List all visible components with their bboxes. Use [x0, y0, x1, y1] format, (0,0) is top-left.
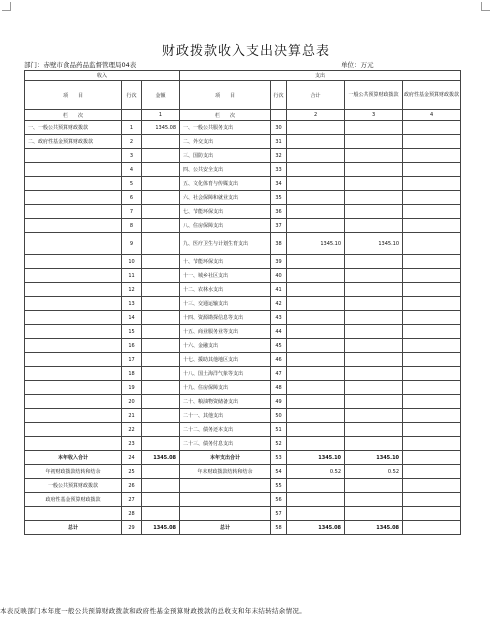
expense-item-cell: 七、节能环保支出 — [180, 205, 271, 219]
expense-fund-cell — [403, 297, 461, 311]
income-item-cell — [25, 205, 122, 219]
column-index — [271, 110, 287, 121]
expense-item-cell: 年末财政拨款结转和结余 — [180, 465, 271, 479]
expense-total-cell — [287, 423, 345, 437]
expense-general-cell — [345, 423, 403, 437]
expense-general-cell: 1345.10 — [345, 451, 403, 465]
expense-item-cell: 十八、国土海洋气象等支出 — [180, 367, 271, 381]
income-amount-cell — [142, 191, 180, 205]
expense-item-cell: 二、外交支出 — [180, 135, 271, 149]
table-row — [25, 395, 461, 409]
expense-row-no-cell: 38 — [271, 233, 287, 255]
table-row — [25, 493, 461, 507]
col-header-item: 项 目 — [180, 81, 271, 110]
income-amount-cell — [142, 325, 180, 339]
expense-item-cell — [180, 479, 271, 493]
income-item-cell: 二、政府性基金预算财政拨款 — [25, 135, 122, 149]
income-amount-cell — [142, 163, 180, 177]
column-index: 2 — [287, 110, 345, 121]
income-header: 收入 — [25, 71, 180, 81]
income-item-cell — [25, 409, 122, 423]
income-amount-cell — [142, 255, 180, 269]
expense-item-cell: 总计 — [180, 521, 271, 535]
expense-total-cell — [287, 311, 345, 325]
expense-fund-cell — [403, 395, 461, 409]
income-amount-cell — [142, 381, 180, 395]
income-amount-cell — [142, 465, 180, 479]
expense-fund-cell — [403, 177, 461, 191]
income-item-cell — [25, 311, 122, 325]
table-row — [25, 451, 461, 465]
income-amount-cell: 1345.08 — [142, 121, 180, 135]
expense-fund-cell — [403, 269, 461, 283]
expense-row-no-cell: 48 — [271, 381, 287, 395]
expense-general-cell — [345, 191, 403, 205]
expense-fund-cell — [403, 367, 461, 381]
income-row-no-cell: 10 — [122, 255, 142, 269]
income-row-no-cell: 9 — [122, 233, 142, 255]
expense-fund-cell — [403, 507, 461, 521]
column-index — [122, 110, 142, 121]
expense-item-cell: 三、国防支出 — [180, 149, 271, 163]
expense-total-cell — [287, 219, 345, 233]
expense-general-cell — [345, 121, 403, 135]
income-amount-cell — [142, 311, 180, 325]
expense-total-cell — [287, 149, 345, 163]
income-item-cell — [25, 423, 122, 437]
expense-item-cell: 二十二、债务还本支出 — [180, 423, 271, 437]
expense-row-no-cell: 32 — [271, 149, 287, 163]
income-item-cell: 年初财政拨款结转和结余 — [25, 465, 122, 479]
expense-fund-cell — [403, 325, 461, 339]
expense-fund-cell — [403, 493, 461, 507]
income-item-cell — [25, 177, 122, 191]
expense-total-cell — [287, 177, 345, 191]
table-row — [25, 521, 461, 535]
expense-fund-cell — [403, 191, 461, 205]
table-row — [25, 191, 461, 205]
income-item-cell: 一、一般公共预算财政拨款 — [25, 121, 122, 135]
expense-general-cell — [345, 409, 403, 423]
expense-item-cell: 二十一、其他支出 — [180, 409, 271, 423]
income-row-no-cell: 5 — [122, 177, 142, 191]
income-item-cell — [25, 149, 122, 163]
expense-total-cell — [287, 269, 345, 283]
expense-row-no-cell: 53 — [271, 451, 287, 465]
expense-item-cell: 六、社会保障和就业支出 — [180, 191, 271, 205]
expense-general-cell — [345, 177, 403, 191]
expense-fund-cell — [403, 423, 461, 437]
table-row — [25, 465, 461, 479]
column-index-label: 栏 次 — [180, 110, 271, 121]
income-row-no-cell: 3 — [122, 149, 142, 163]
expense-total-cell — [287, 353, 345, 367]
expense-row-no-cell: 49 — [271, 395, 287, 409]
income-row-no-cell: 11 — [122, 269, 142, 283]
expense-general-cell — [345, 339, 403, 353]
income-amount-cell — [142, 205, 180, 219]
income-amount-cell — [142, 507, 180, 521]
income-row-no-cell: 8 — [122, 219, 142, 233]
income-row-no-cell: 28 — [122, 507, 142, 521]
col-header-row-no: 行次 — [271, 81, 287, 110]
expense-row-no-cell: 55 — [271, 479, 287, 493]
expense-row-no-cell: 36 — [271, 205, 287, 219]
income-row-no-cell: 7 — [122, 205, 142, 219]
expense-item-cell: 一、一般公共服务支出 — [180, 121, 271, 135]
expense-item-cell: 八、住房保障支出 — [180, 219, 271, 233]
expense-general-cell — [345, 149, 403, 163]
expense-fund-cell — [403, 135, 461, 149]
income-item-cell — [25, 297, 122, 311]
page-corner-mark — [2, 2, 11, 11]
expense-row-no-cell: 43 — [271, 311, 287, 325]
expense-fund-cell — [403, 311, 461, 325]
income-item-cell — [25, 437, 122, 451]
income-row-no-cell: 2 — [122, 135, 142, 149]
expense-total-cell — [287, 507, 345, 521]
table-row — [25, 163, 461, 177]
expense-item-cell: 十二、农林水支出 — [180, 283, 271, 297]
income-item-cell — [25, 339, 122, 353]
income-row-no-cell: 29 — [122, 521, 142, 535]
expense-row-no-cell: 41 — [271, 283, 287, 297]
expense-total-cell — [287, 395, 345, 409]
table-row — [25, 367, 461, 381]
income-row-no-cell: 26 — [122, 479, 142, 493]
expense-total-cell — [287, 409, 345, 423]
column-index: 4 — [403, 110, 461, 121]
expense-total-cell — [287, 163, 345, 177]
income-row-no-cell: 18 — [122, 367, 142, 381]
budget-table — [24, 70, 461, 535]
expense-total-cell: 1345.08 — [287, 521, 345, 535]
income-amount-cell — [142, 135, 180, 149]
expense-item-cell: 二十三、债务付息支出 — [180, 437, 271, 451]
expense-general-cell — [345, 219, 403, 233]
income-amount-cell — [142, 177, 180, 191]
expense-fund-cell — [403, 521, 461, 535]
income-amount-cell — [142, 493, 180, 507]
expense-item-cell: 十六、金融支出 — [180, 339, 271, 353]
expense-general-cell — [345, 493, 403, 507]
expense-fund-cell — [403, 479, 461, 493]
expense-fund-cell — [403, 465, 461, 479]
expense-general-cell — [345, 283, 403, 297]
income-amount-cell — [142, 479, 180, 493]
expense-item-cell: 十九、住房保障支出 — [180, 381, 271, 395]
table-row — [25, 269, 461, 283]
expense-total-cell — [287, 191, 345, 205]
table-row — [25, 283, 461, 297]
expense-general-cell — [345, 437, 403, 451]
col-header-item: 项 目 — [25, 81, 122, 110]
income-item-cell: 政府性基金预算财政拨款 — [25, 493, 122, 507]
income-item-cell: 一般公共预算财政拨款 — [25, 479, 122, 493]
table-row — [25, 437, 461, 451]
income-amount-cell — [142, 297, 180, 311]
col-header-total: 合计 — [287, 81, 345, 110]
expense-fund-cell — [403, 205, 461, 219]
expense-general-cell — [345, 163, 403, 177]
income-row-no-cell: 1 — [122, 121, 142, 135]
expense-fund-cell — [403, 381, 461, 395]
expense-general-cell — [345, 325, 403, 339]
col-header-fund-budget: 政府性基金预算财政拨款 — [403, 81, 461, 110]
expense-total-cell — [287, 381, 345, 395]
expense-total-cell — [287, 493, 345, 507]
department-label: 部门：赤壁市食品药品监督管理局04表 — [24, 61, 137, 69]
table-row — [25, 325, 461, 339]
expense-item-cell: 十五、商业服务业等支出 — [180, 325, 271, 339]
income-amount-cell — [142, 395, 180, 409]
expense-general-cell — [345, 205, 403, 219]
income-amount-cell — [142, 233, 180, 255]
table-row — [25, 205, 461, 219]
expense-row-no-cell: 54 — [271, 465, 287, 479]
table-row — [25, 149, 461, 163]
income-item-cell — [25, 191, 122, 205]
income-item-cell — [25, 395, 122, 409]
expense-total-cell — [287, 339, 345, 353]
income-row-no-cell: 19 — [122, 381, 142, 395]
table-row — [25, 507, 461, 521]
expense-item-cell: 二十、粮油物资储备支出 — [180, 395, 271, 409]
income-item-cell: 本年收入合计 — [25, 451, 122, 465]
expense-row-no-cell: 50 — [271, 409, 287, 423]
expense-row-no-cell: 47 — [271, 367, 287, 381]
income-item-cell — [25, 269, 122, 283]
income-row-no-cell: 6 — [122, 191, 142, 205]
income-amount-cell — [142, 423, 180, 437]
income-row-no-cell: 20 — [122, 395, 142, 409]
expense-item-cell: 四、公共安全支出 — [180, 163, 271, 177]
expense-total-cell — [287, 325, 345, 339]
income-row-no-cell: 25 — [122, 465, 142, 479]
table-row — [25, 233, 461, 255]
expense-general-cell — [345, 367, 403, 381]
expense-row-no-cell: 57 — [271, 507, 287, 521]
income-row-no-cell: 21 — [122, 409, 142, 423]
unit-label: 单位：万元 — [341, 61, 374, 69]
expense-item-cell: 十一、城乡社区支出 — [180, 269, 271, 283]
expense-item-cell — [180, 507, 271, 521]
expense-row-no-cell: 37 — [271, 219, 287, 233]
col-header-row-no: 行次 — [122, 81, 142, 110]
income-amount-cell — [142, 283, 180, 297]
expense-total-cell — [287, 135, 345, 149]
expense-fund-cell — [403, 409, 461, 423]
income-row-no-cell: 16 — [122, 339, 142, 353]
expense-header: 支出 — [180, 71, 461, 81]
col-header-general-budget: 一般公共预算财政拨款 — [345, 81, 403, 110]
table-row — [25, 177, 461, 191]
income-row-no-cell: 22 — [122, 423, 142, 437]
expense-row-no-cell: 34 — [271, 177, 287, 191]
expense-total-cell — [287, 283, 345, 297]
expense-total-cell — [287, 121, 345, 135]
expense-row-no-cell: 39 — [271, 255, 287, 269]
expense-general-cell — [345, 479, 403, 493]
table-row — [25, 135, 461, 149]
page-corner-mark — [481, 2, 490, 11]
expense-general-cell — [345, 353, 403, 367]
expense-general-cell: 1345.08 — [345, 521, 403, 535]
expense-item-cell — [180, 493, 271, 507]
expense-general-cell — [345, 297, 403, 311]
expense-item-cell: 十、节能环保支出 — [180, 255, 271, 269]
expense-item-cell: 十三、交通运输支出 — [180, 297, 271, 311]
income-amount-cell — [142, 149, 180, 163]
expense-total-cell — [287, 367, 345, 381]
expense-row-no-cell: 33 — [271, 163, 287, 177]
expense-item-cell: 十四、资源勘探信息等支出 — [180, 311, 271, 325]
expense-item-cell: 本年支出合计 — [180, 451, 271, 465]
expense-row-no-cell: 40 — [271, 269, 287, 283]
expense-item-cell: 九、医疗卫生与计划生育支出 — [180, 233, 271, 255]
income-item-cell — [25, 233, 122, 255]
expense-total-cell — [287, 255, 345, 269]
page-title: 财政拨款收入支出决算总表 — [161, 44, 330, 59]
expense-fund-cell — [403, 283, 461, 297]
table-row — [25, 219, 461, 233]
expense-row-no-cell: 52 — [271, 437, 287, 451]
expense-fund-cell — [403, 451, 461, 465]
income-item-cell — [25, 325, 122, 339]
income-row-no-cell: 4 — [122, 163, 142, 177]
income-amount-cell — [142, 353, 180, 367]
expense-item-cell: 十七、援助其他地区支出 — [180, 353, 271, 367]
expense-row-no-cell: 58 — [271, 521, 287, 535]
table-row — [25, 311, 461, 325]
income-amount-cell — [142, 367, 180, 381]
expense-total-cell: 0.52 — [287, 465, 345, 479]
footnote: 本表反映部门本年度一般公共预算财政拨款和政府性基金预算财政拨款的总收支和年末结转结余情况。 — [0, 607, 306, 615]
expense-row-no-cell: 31 — [271, 135, 287, 149]
table-row — [25, 423, 461, 437]
expense-general-cell — [345, 255, 403, 269]
income-row-no-cell: 15 — [122, 325, 142, 339]
income-item-cell — [25, 367, 122, 381]
income-row-no-cell: 17 — [122, 353, 142, 367]
expense-fund-cell — [403, 233, 461, 255]
col-header-amount: 金额 — [142, 81, 180, 110]
expense-general-cell: 1345.10 — [345, 233, 403, 255]
expense-general-cell — [345, 507, 403, 521]
expense-fund-cell — [403, 163, 461, 177]
expense-row-no-cell: 30 — [271, 121, 287, 135]
income-amount-cell: 1345.08 — [142, 521, 180, 535]
expense-general-cell — [345, 135, 403, 149]
expense-total-cell — [287, 297, 345, 311]
expense-item-cell: 五、文化体育与传媒支出 — [180, 177, 271, 191]
income-amount-cell — [142, 219, 180, 233]
expense-fund-cell — [403, 255, 461, 269]
expense-general-cell — [345, 381, 403, 395]
income-item-cell — [25, 381, 122, 395]
expense-general-cell — [345, 395, 403, 409]
table-row — [25, 297, 461, 311]
income-item-cell — [25, 255, 122, 269]
income-item-cell: 总计 — [25, 521, 122, 535]
column-index-label: 栏 次 — [25, 110, 122, 121]
expense-fund-cell — [403, 339, 461, 353]
income-row-no-cell: 27 — [122, 493, 142, 507]
expense-row-no-cell: 56 — [271, 493, 287, 507]
expense-general-cell — [345, 269, 403, 283]
table-row — [25, 255, 461, 269]
income-row-no-cell: 13 — [122, 297, 142, 311]
income-amount-cell: 1345.08 — [142, 451, 180, 465]
table-row — [25, 121, 461, 135]
table-row — [25, 339, 461, 353]
expense-fund-cell — [403, 219, 461, 233]
expense-total-cell: 1345.10 — [287, 233, 345, 255]
expense-general-cell — [345, 311, 403, 325]
income-amount-cell — [142, 339, 180, 353]
expense-total-cell — [287, 479, 345, 493]
income-item-cell — [25, 507, 122, 521]
expense-fund-cell — [403, 353, 461, 367]
income-row-no-cell: 12 — [122, 283, 142, 297]
expense-fund-cell — [403, 149, 461, 163]
expense-row-no-cell: 46 — [271, 353, 287, 367]
table-row — [25, 409, 461, 423]
table-row — [25, 479, 461, 493]
column-index: 3 — [345, 110, 403, 121]
expense-row-no-cell: 42 — [271, 297, 287, 311]
income-item-cell — [25, 163, 122, 177]
expense-total-cell — [287, 437, 345, 451]
income-row-no-cell: 23 — [122, 437, 142, 451]
expense-row-no-cell: 35 — [271, 191, 287, 205]
income-amount-cell — [142, 269, 180, 283]
income-amount-cell — [142, 437, 180, 451]
expense-fund-cell — [403, 437, 461, 451]
expense-total-cell: 1345.10 — [287, 451, 345, 465]
expense-total-cell — [287, 205, 345, 219]
expense-row-no-cell: 44 — [271, 325, 287, 339]
income-row-no-cell: 24 — [122, 451, 142, 465]
expense-row-no-cell: 51 — [271, 423, 287, 437]
expense-row-no-cell: 45 — [271, 339, 287, 353]
income-row-no-cell: 14 — [122, 311, 142, 325]
expense-general-cell: 0.52 — [345, 465, 403, 479]
income-amount-cell — [142, 409, 180, 423]
income-item-cell — [25, 283, 122, 297]
table-row — [25, 381, 461, 395]
income-item-cell — [25, 219, 122, 233]
column-index: 1 — [142, 110, 180, 121]
table-row — [25, 353, 461, 367]
income-item-cell — [25, 353, 122, 367]
expense-fund-cell — [403, 121, 461, 135]
